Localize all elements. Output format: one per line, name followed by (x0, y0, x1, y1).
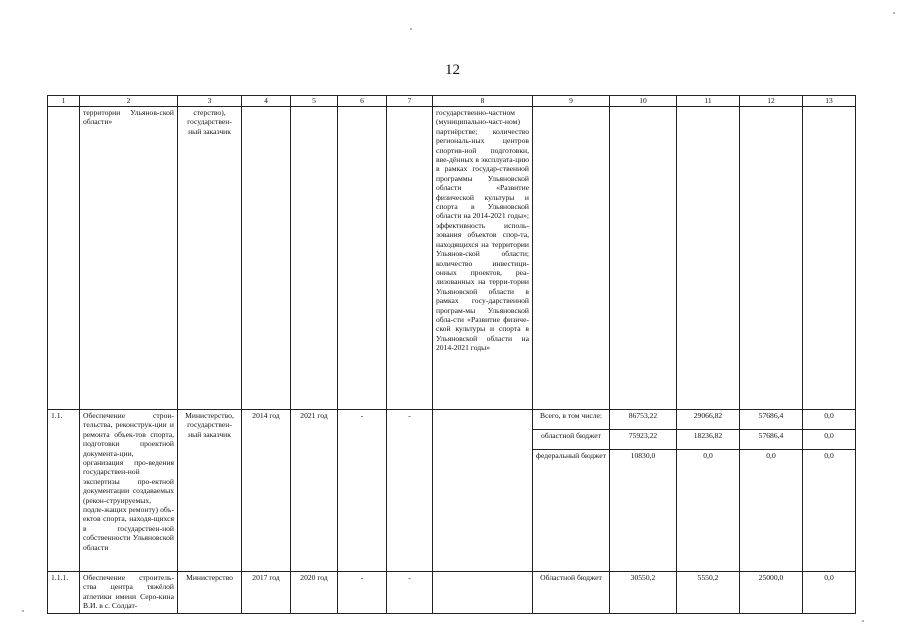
column-number: 3 (178, 96, 242, 107)
funding-col13: 0,0 (803, 450, 856, 572)
cell-executor-text: стерство), государствен-ный заказчик (178, 107, 242, 410)
funding-total: 10830,0 (610, 450, 677, 572)
funding-col11: 0,0 (677, 450, 740, 572)
row-executor: Министерство (178, 572, 242, 614)
table-row-1-1 (48, 410, 856, 430)
row-col6: - (338, 410, 387, 572)
page-number: 12 (445, 62, 460, 78)
row-executor: Министерство, государствен-ный заказчик (178, 410, 242, 572)
column-number: 1 (48, 96, 80, 107)
column-number: 12 (740, 96, 803, 107)
row-col7: - (387, 410, 433, 572)
column-number: 11 (677, 96, 740, 107)
funding-source: Всего, в том числе: (533, 410, 610, 430)
funding-source: федеральный бюджет (533, 450, 610, 572)
scan-speck (893, 12, 895, 14)
funding-col13: 0,0 (803, 430, 856, 450)
funding-total: 30550,2 (610, 572, 677, 614)
column-number: 4 (242, 96, 291, 107)
row-number: 1.1.1. (48, 572, 80, 614)
scan-speck (22, 610, 24, 612)
table-row-continuation (48, 107, 856, 410)
cell-indicators-text: государственно-частном (муниципально-част-ном) партнёрстве; количество региональ-ных центров спортив-ной подготовки, вве-дённых в эксплуата-цию в рамках государ-ственной программы Ульяновской области «Развитие физической культуры и спорта в Ульяновской области на 2014-2021 годы»; эффективность исполь-зования объектов спор-та, находящихся на территории Ульянов-ской области; количество инвестици-онных проектов, реа-лизованных на терри-тории Ульяновской области в рамках госу-дарственной програм-мы Ульяновской обла-сти «Развитие физиче-ской культуры и спорта в Ульяновской области на 2014-2021 годы» (433, 107, 533, 410)
column-number: 5 (291, 96, 338, 107)
funding-source: Областной бюджет (533, 572, 610, 614)
funding-col11: 18236,82 (677, 430, 740, 450)
funding-col12: 25000,0 (740, 572, 803, 614)
row-start-year: 2014 год (242, 410, 291, 572)
row-end-year: 2020 год (291, 572, 338, 614)
column-number: 7 (387, 96, 433, 107)
funding-col11: 5550,2 (677, 572, 740, 614)
column-number: 13 (803, 96, 856, 107)
scan-speck (410, 28, 412, 30)
row-title: Обеспечение строи-тельства, реконструк-ции и ремонта объек-тов спорта, подготовки проектной документа-ции, организация про-ведения государствен-ной экспертизы про-ектной документации создаваемых (рекон-струируемых, подле-жащих ремонту) объ-ектов спорта, находя-щихся в государствен-ной собственности Ульяновской области (80, 410, 178, 572)
column-number: 8 (433, 96, 533, 107)
row-title: Обеспечение строитель-ства центра тяжёлой атлетики имени Серо-кина В.И. в с. Солдат- (80, 572, 178, 614)
row-end-year: 2021 год (291, 410, 338, 572)
funding-total: 86753,22 (610, 410, 677, 430)
program-table (47, 95, 856, 614)
funding-col12: 0,0 (740, 450, 803, 572)
funding-source: областной бюджет (533, 430, 610, 450)
column-number: 10 (610, 96, 677, 107)
scan-speck (862, 620, 864, 622)
row-start-year: 2017 год (242, 572, 291, 614)
funding-col12: 57686,4 (740, 430, 803, 450)
column-number: 9 (533, 96, 610, 107)
funding-total: 75923,22 (610, 430, 677, 450)
row-col6: - (338, 572, 387, 614)
column-number: 2 (80, 96, 178, 107)
row-col7: - (387, 572, 433, 614)
funding-col13: 0,0 (803, 572, 856, 614)
funding-col13: 0,0 (803, 410, 856, 430)
cell-territory-text: территории Ульянов-ской области» (80, 107, 178, 410)
funding-col11: 29066,82 (677, 410, 740, 430)
row-number: 1.1. (48, 410, 80, 572)
column-number-row (48, 96, 856, 107)
table-row-1-1-1 (48, 572, 856, 614)
column-number: 6 (338, 96, 387, 107)
funding-col12: 57686,4 (740, 410, 803, 430)
